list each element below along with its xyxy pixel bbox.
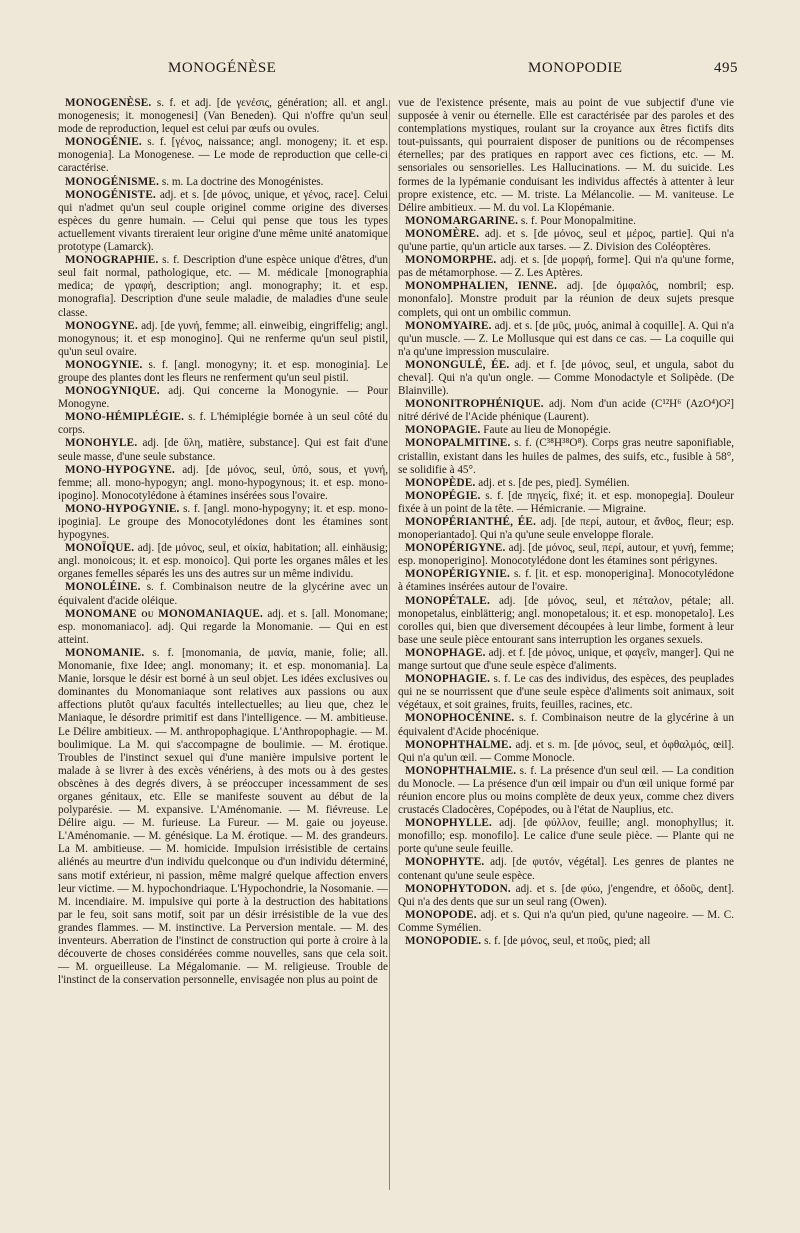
entry-definition: adj. et s. [de μόνος, unique, et γένος, race]. Celui qui n'admet qu'un seul couple originel comme origine des diverses espèces du genre humain. — Celui qui pense que tous les types actuellement vivants tireraient leur origine d'une même unité anatomique prototype (Lamarck).	[58, 188, 389, 254]
entry-headword: MONOGYNIQUE.	[65, 385, 160, 398]
dictionary-entry	[398, 280, 734, 319]
entry-headword: MONOPHTHALME.	[405, 738, 512, 751]
dictionary-entry	[398, 935, 734, 948]
page-number: 495	[714, 60, 738, 76]
entry-definition: adj. et s. [de μορφή, forme]. Qui n'a qu'une forme, pas de métamorphose. — Z. Les Aptères.	[398, 254, 734, 280]
dictionary-entry	[398, 359, 734, 398]
entry-headword: MONOPÈDE.	[405, 476, 476, 489]
dictionary-entry	[398, 673, 734, 712]
entry-definition: adj. et s. Qui n'a qu'un pied, qu'une nageoire. — M. C. Comme Symélien.	[398, 908, 734, 934]
entry-definition: adj. et s. [de pes, pied]. Symélien.	[478, 476, 630, 489]
entry-definition: s. f. Description d'une espèce unique d'êtres, d'un seul fait normal, pathologique, etc. — M. médicale [monographia medica; de γραφή, description; angl. monography; it. et esp. monografia]. Description d'une seule maladie, de maladies d'une seule classe.	[58, 254, 388, 319]
entry-headword: MONOÏQUE.	[65, 542, 135, 555]
entry-definition: adj. et s. [de μῦς, μυός, animal à coquille]. A. Qui n'a qu'un muscle. — Z. Le Mollusque qui est dans ce cas. — La coquille qui n'a qu'une impression musculaire.	[398, 319, 735, 358]
left-column	[58, 97, 388, 987]
entry-headword: MONOPÉRIANTHÉ, ÉE.	[405, 516, 537, 528]
dictionary-entry	[58, 254, 388, 319]
dictionary-entry	[58, 542, 388, 581]
dictionary-entry	[58, 320, 388, 359]
entry-definition: s. f. [de πηγείς, fixé; it. et esp. monopegia]. Douleur fixée à un point de la tête. — Hémicranie. — Migraine.	[398, 489, 735, 515]
entry-definition: adj. [de μόνος, seul, et πέταλον, pétale; all. monopetalus, einblätterig; angl. monopetalous; it. et esp. monopetalo]. Les corolles qui, bien que diversement découpées à leur limbe, forment à leur base une seule pièce entourant sans interruption les organes sexuels.	[398, 594, 735, 646]
dictionary-entry	[58, 385, 388, 411]
entry-headword: MONOMANE ou MONOMANIAQUE.	[65, 607, 264, 620]
entry-definition: adj. [de μόνος, seul, περί, autour, et γυνή, femme; esp. monoperigino]. Monocotylédone dont les étamines sont périgynes.	[398, 542, 734, 568]
entry-definition: s. f. Pour Monopalmitine.	[520, 214, 636, 227]
dictionary-entry	[398, 490, 734, 516]
entry-headword: MONOMANIE.	[65, 646, 145, 659]
dictionary-entry	[58, 464, 388, 503]
entry-definition: adj. [de φυτόν, végétal]. Les genres de plantes ne contenant qu'une seule espèce.	[398, 856, 735, 882]
entry-headword: MONOLÉINE.	[65, 581, 141, 594]
entry-definition: s. f. La présence d'un seul œil. — La condition du Monocle. — La présence d'un œil impair ou d'un œil unique formé par réunion encore plus ou moins complète de deux yeux, comme chez divers crustacés Cladocères, Copépodes, ou à l'état de Nauplius, etc.	[398, 764, 735, 817]
entry-headword: MONO-HÉMIPLÉGIE.	[65, 411, 185, 424]
dictionary-entry	[58, 411, 388, 437]
entry-definition: adj. et s. [de φύω, j'engendre, et ὀδοῦς, dent]. Qui n'a des dents que sur un seul rang (Owen).	[398, 882, 734, 908]
dictionary-entry	[398, 228, 734, 254]
entry-definition: adj. [de μόνος, seul, et οἰκία, habitation; all. einhäusig; angl. monoicous; it. et esp. monoico]. Qui porte les organes mâles et les organes femelles séparés les uns des autres sur un même individu.	[58, 542, 388, 581]
entry-headword: MONOMYAIRE.	[405, 319, 492, 332]
entry-headword: MONOPALMITINE.	[405, 437, 511, 450]
running-header	[58, 60, 738, 88]
dictionary-entry	[398, 856, 734, 882]
dictionary-entry	[58, 359, 388, 385]
entry-definition: adj. et f. [de μόνος, unique, et φαγεῖν, manger]. Qui ne mange surtout que d'une seule espèce d'aliments.	[398, 646, 735, 673]
entry-definition: s. f. L'hémiplégie bornée à un seul côté du corps.	[58, 411, 388, 437]
dictionary-entry	[58, 503, 388, 542]
dictionary-entry	[58, 176, 388, 189]
entry-headword: MONOPHTHALMIE.	[405, 764, 517, 777]
dictionary-entry	[58, 647, 388, 987]
entry-headword: MONOHYLE.	[65, 437, 138, 450]
dictionary-entry	[398, 398, 734, 424]
entry-headword: MONOGRAPHIE.	[65, 254, 159, 267]
dictionary-entry	[398, 542, 734, 568]
entry-definition: Faute au lieu de Monopégie.	[483, 424, 611, 437]
entry-headword: MONOPÉRIGYNE.	[405, 542, 506, 555]
entry-headword: MONOPHAGE.	[405, 646, 486, 659]
entry-headword: MONOGENÈSE.	[65, 97, 152, 109]
entry-headword: MONONITROPHÉNIQUE.	[405, 398, 544, 411]
entry-definition: adj. Nom d'un acide (C¹²H⁶ (AzO⁴)O²] nitré dérivé de l'Acide phénique (Laurent).	[398, 398, 735, 424]
dictionary-entry	[398, 568, 734, 594]
entry-headword: MONOMARGARINE.	[405, 214, 519, 227]
entry-headword: MONOPAGIE.	[405, 424, 481, 437]
entry-definition: s. f. Combinaison neutre de la glycérine avec un équivalent d'acide oléique.	[58, 581, 388, 607]
dictionary-entry	[398, 595, 734, 647]
entry-definition: adj. [de ὀμφαλός, nombril; esp. mononfalo]. Monstre produit par la réunion de deux sujets presque complets, qui ont un ombilic commun.	[398, 280, 735, 319]
entry-definition: s. f. et adj. [de γενέσις, génération; all. et angl. monogenesis; it. monogenesi] (Van Beneden). Qui n'offre qu'un seul mode de reproduction, lequel est celui par œufs ou ovules.	[58, 97, 389, 136]
entry-definition: adj. [de περί, autour, et ἄνθος, fleur; esp. monoperiantado]. Qui n'a qu'une seule enveloppe florale.	[398, 516, 734, 542]
header-left-guideword: MONOGÉNÈSE	[168, 60, 277, 76]
entry-definition: s. f. Combinaison neutre de la glycérine à un équivalent d'Acide phocénique.	[398, 712, 734, 738]
dictionary-entry	[398, 909, 734, 935]
dictionary-entry	[398, 215, 734, 228]
entry-headword: MONOPHOCÉNINE.	[405, 712, 515, 725]
right-column	[398, 97, 734, 948]
column-divider	[389, 100, 390, 1190]
entry-headword: MONOPÉGIE.	[405, 489, 481, 502]
entry-headword: MONOPHAGIE.	[405, 673, 491, 686]
entry-definition: adj. Qui concerne la Monogynie. — Pour Monogyne.	[58, 385, 388, 411]
entry-headword: MONOPÉTALE.	[405, 594, 490, 607]
entry-definition: s. f. Le cas des individus, des espèces, des peuplades qui ne se nourrissent que d'une seule espèce d'aliments soit animaux, soit végétaux, et soit graines, fruits, feuilles, racines, etc.	[398, 673, 735, 712]
entry-definition: adj. [de φύλλον, feuille; angl. monophyllus; it. monofillo; esp. monofilo]. Le calice d'une seule pièce. — Plante qui ne porte qu'une seule feuille.	[398, 817, 734, 856]
header-right-guideword: MONOPODIE	[528, 60, 623, 76]
entry-headword: MONOGÉNIE.	[65, 136, 142, 149]
entry-definition: s. f. [de μόνος, seul, et ποῦς, pied; all	[484, 935, 651, 947]
dictionary-entry	[58, 189, 388, 254]
dictionary-entry	[58, 608, 388, 647]
entry-headword: MONOGYNE.	[65, 319, 138, 332]
entry-headword: MONOGYNIE.	[65, 358, 143, 371]
entry-headword: MONOPODE.	[405, 908, 477, 921]
entry-headword: MONO-HYPOGYNIE.	[65, 502, 180, 515]
entry-definition: adj. [de γυνή, femme; all. einweibig, eingriffelig; angl. monogynous; it. et esp monogino]. Qui ne renferme qu'un seul pistil, qu'un seul ovaire.	[58, 319, 388, 358]
entry-headword: MONOGÉNISME.	[65, 175, 160, 188]
dictionary-entry	[398, 477, 734, 490]
dictionary-entry	[398, 516, 734, 542]
entry-headword: MONO-HYPOGYNE.	[65, 463, 176, 476]
entry-definition: adj. [de ὕλη, matière, substance]. Qui est fait d'une seule masse, d'une seule substance.	[58, 437, 389, 463]
entry-definition: s. m. La doctrine des Monogénistes.	[161, 175, 324, 188]
entry-headword: MONOMORPHE.	[405, 254, 497, 267]
entry-headword: MONOPHYTODON.	[405, 882, 511, 895]
entry-definition: s. f. [monomania, de μανία, manie, folie; all. Monomanie, fixe Idee; angl. monomany; it. et esp. monomania]. La Manie, lorsque le désir est borné à un seul objet. Les idées exclusives ou dominantes du Monomaniaque sont relatives aux passions ou aux affections plutôt qu'aux facultés intellectuelles; au lieu que, chez le Maniaque, le désordre primitif est dans l'intelligence. — M. ambitieuse. Le Délire ambitieux. — M. anthropophagique. L'Anthropophagie. — M. boulimique. La M. qui s'accompagne de boulimie. — M. érotique. Troubles de l'instinct sexuel qui d'une manière impulsive portent le malade à se livrer à des excès vénériens, à des mots ou à des gestes obscènes à des degrés divers, à se préoccuper incessamment de ses organes génitaux, etc. Elle se manifeste souvent au début de la polyparésie. — M. expansive. L'Aménomanie. — M. fiévreuse. Le Délire aigu. — M. furieuse. La Fureur. — M. gaie ou joyeuse. L'Aménomanie. — M. génésique. La M. érotique. — M. des grandeurs. La M. ambitieuse. — M. homicide. Impulsion irrésistible de certains aliénés au meurtre d'un individu quelconque ou d'un individu déterminé, sans motif extérieur, ni passion, même malgré quelque affection envers leur victime. — M. hypochondriaque. L'Hypochondrie, la Nosomanie. — M. incendiaire. M. impulsive qui porte à la destruction des habitations par le feu, soit sans motif, soit par un désir irrésistible de la vue des grandes flammes. — M. instinctive. La Perversion mentale. — M. des inventeurs. Aberration de l'instinct de construction qui porte à croire à la découverte de choses considérées comme nouvelles, sans que cela soit. — M. orgueilleuse. La Mégalomanie. — M. religieuse. Trouble de l'instinct de la conservation personnelle, envisagée non plus au point de	[58, 646, 388, 987]
dictionary-entry	[398, 883, 734, 909]
entry-headword: MONOMÈRE.	[405, 227, 480, 240]
entry-definition: adj. et s. m. [de μόνος, seul, et ὀφθαλμός, œil]. Qui n'a qu'un œil. — Comme Monocle.	[398, 738, 734, 764]
dictionary-entry	[398, 647, 734, 673]
dictionary-entry	[58, 136, 388, 175]
entry-headword: MONOGÉNISTE.	[65, 188, 156, 201]
dictionary-entry	[398, 817, 734, 856]
dictionary-entry	[398, 254, 734, 280]
entry-headword: MONOPHYTE.	[405, 856, 485, 869]
entry-headword: MONOMPHALIEN, IENNE.	[405, 280, 558, 293]
dictionary-entry	[398, 739, 734, 765]
entry-definition: adj. [de μόνος, seul, ὑπό, sous, et γυνή, femme; all. mono-hypogyn; angl. mono-hypogynous; it. et esp. mono-ipogino]. Monocotylédone à étamines insérées sous l'ovaire.	[58, 463, 389, 502]
entry-headword: MONOPÉRIGYNIE.	[405, 568, 511, 581]
entry-definition: s. f. (C³⁸H³⁸O⁸). Corps gras neutre saponifiable, cristallin, existant dans les huiles de palmes, des suifs, etc., fusible à 58°, se solidifie à 45°.	[398, 437, 734, 476]
dictionary-entry	[398, 712, 734, 738]
dictionary-entry	[398, 437, 734, 476]
entry-definition: adj. et s. [de μόνος, seul et μέρος, partie]. Qui n'a qu'une partie, qu'un article aux tarses. — Z. Division des Coléoptères.	[398, 227, 734, 254]
entry-definition: s. f. [it. et esp. monoperigina]. Monocotylédone à étamines insérées autour de l'ovaire.	[398, 568, 735, 594]
dictionary-entry	[398, 97, 734, 215]
dictionary-entry	[58, 97, 388, 136]
entry-definition: adj. et s. [all. Monomane; esp. monomaniaco]. adj. Qui regarde la Monomanie. — Qui en est atteint.	[58, 607, 388, 646]
dictionary-entry	[398, 320, 734, 359]
entry-headword: MONOPHYLLE.	[405, 817, 493, 830]
dictionary-entry	[58, 437, 388, 463]
entry-definition: s. f. [angl. monogyny; it. et esp. monoginia]. Le groupe des plantes dont les fleurs ne renferment qu'un seul pistil.	[58, 358, 388, 384]
entry-headword: MONONGULÉ, ÉE.	[405, 358, 510, 371]
dictionary-entry	[58, 581, 388, 607]
entry-headword: MONOPODIE.	[405, 935, 482, 947]
entry-definition: s. f. [γένος, naissance; angl. monogeny; it. et esp. monogenia]. La Monogenese. — Le mode de reproduction que celle-ci caractérise.	[58, 136, 389, 175]
entry-definition: s. f. [angl. mono-hypogyny; it. et esp. mono-ipoginia]. Le groupe des Monocotylédones dont les étamines sont hypogynes.	[58, 502, 389, 542]
dictionary-entry	[398, 765, 734, 817]
entry-definition: vue de l'existence présente, mais au point de vue subjectif d'une vie supposée à venir ou éternelle. Elle est caractérisée par des paroles et des contemplations mystiques, roulant sur la croyance aux êtres fictifs dits tout-puissants, qui pourraient disposer de punitions ou de récompenses éternelles; par des pratiques en rapport avec ces fictions, etc. — M. sensoriales ou sensorielles. Les Hallucinations. — M. du suicide. Les formes de la lypémanie conduisant les individus affectés à attenter à leur propre existence, etc. — M. triste. La Mélancolie. — M. vaniteuse. Le Délire ambitieux. — M. du vol. La Klopémanie.	[398, 97, 734, 214]
dictionary-entry	[398, 424, 734, 437]
entry-definition: adj. et f. [de μόνος, seul, et ungula, sabot du cheval]. Qui n'a qu'un ongle. — Comme Monodactyle et Solipède. (De Blainville).	[398, 358, 734, 398]
